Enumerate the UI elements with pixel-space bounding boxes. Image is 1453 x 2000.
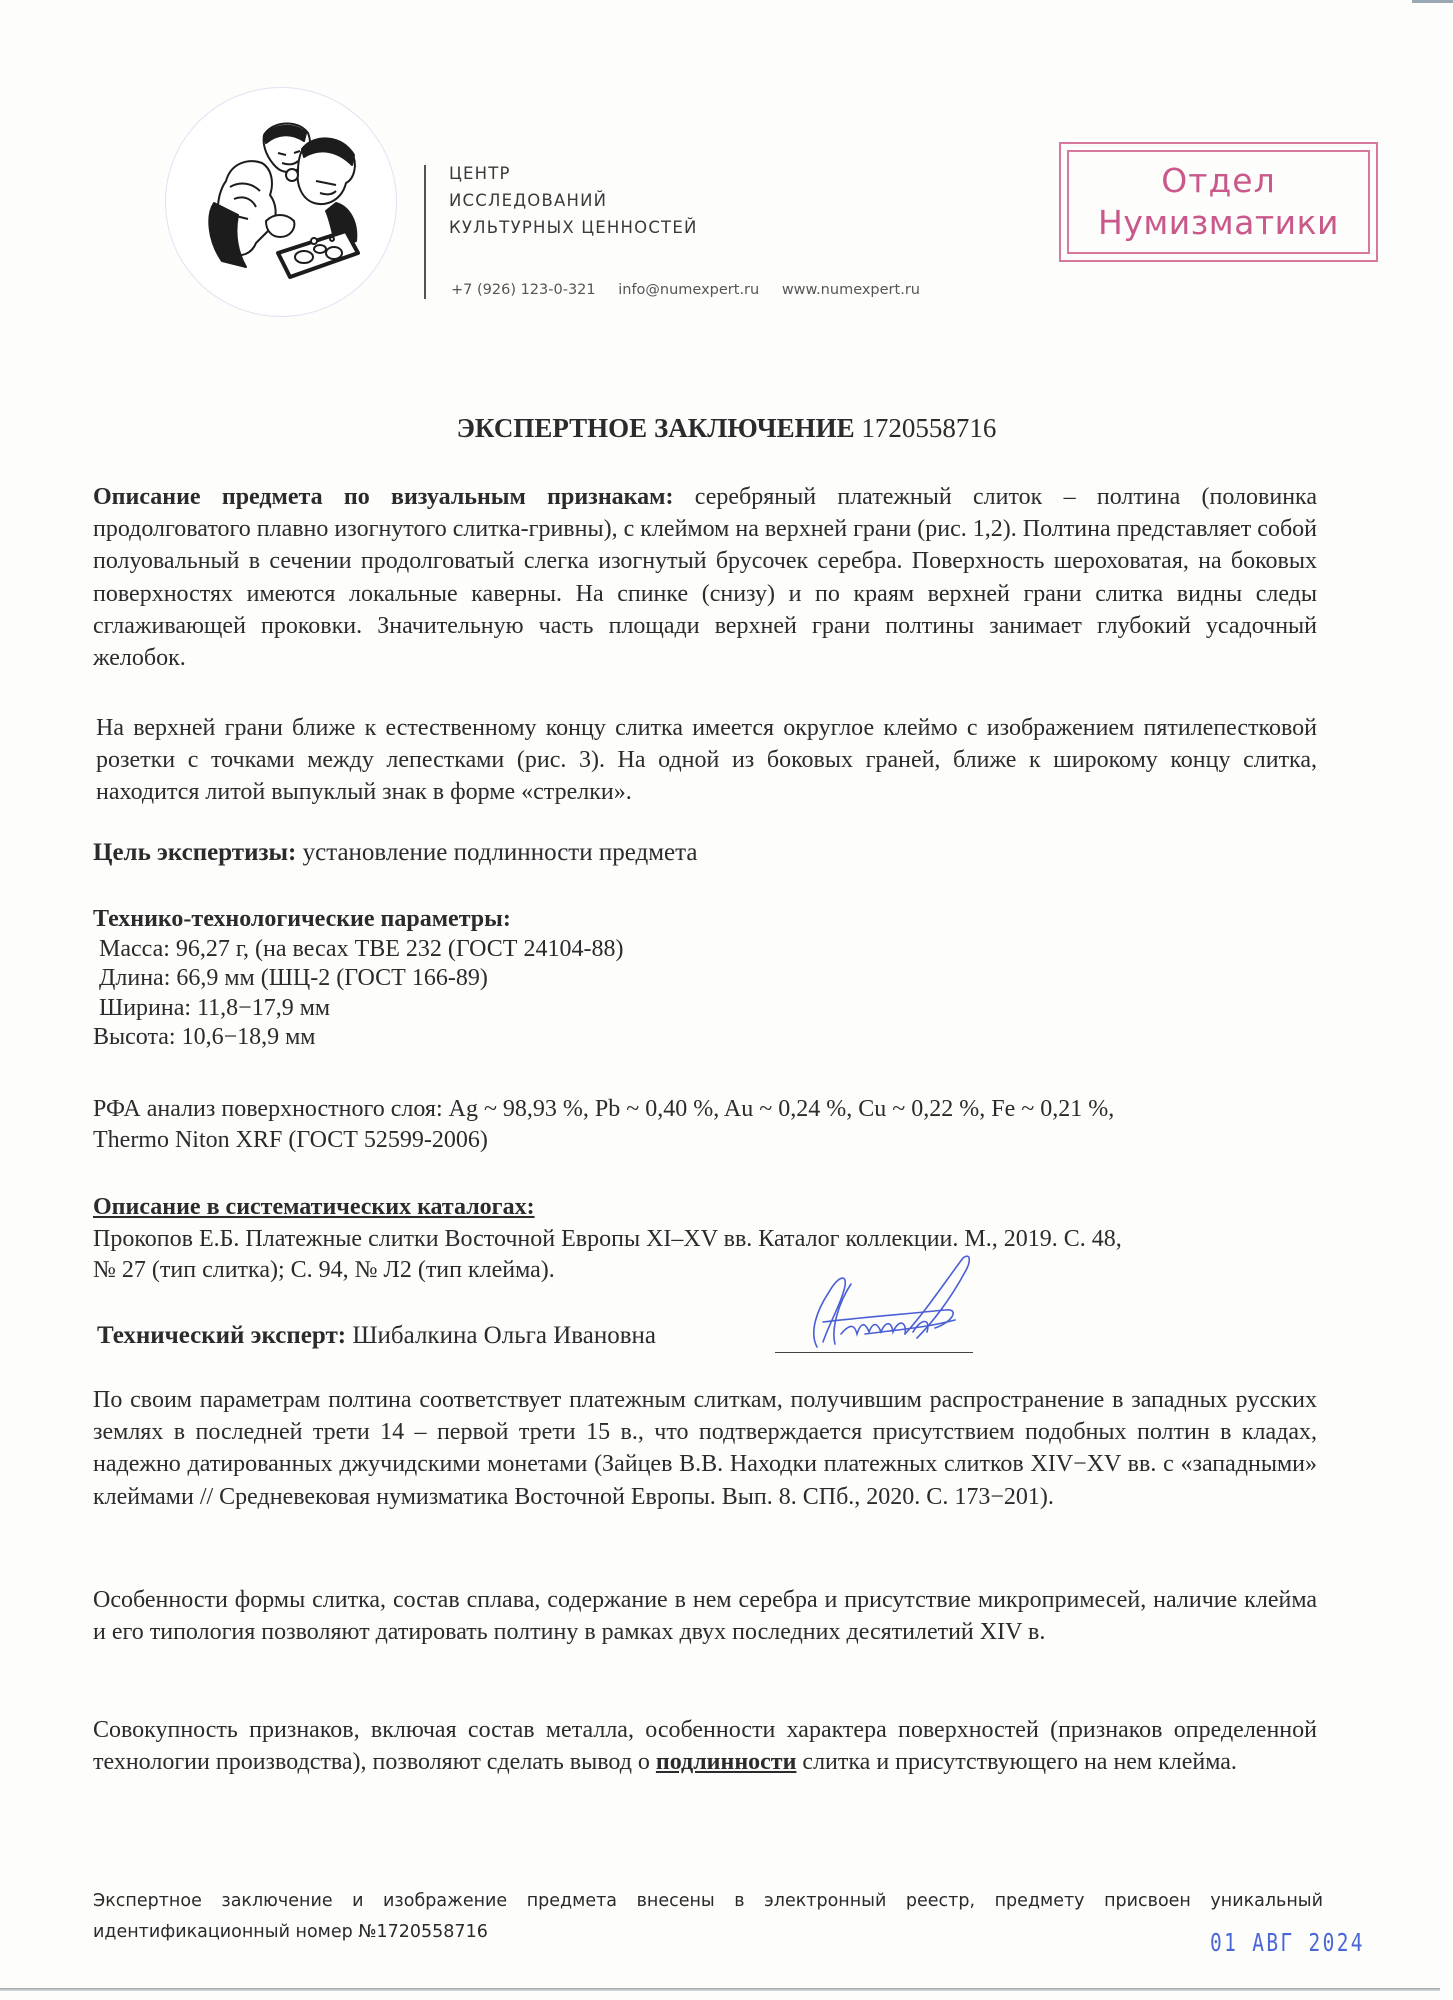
catalog-reference-line-1: Прокопов Е.Б. Платежные слитки Восточной Европы XI–XV вв. Каталог коллекции. М., 2019. С. 48, — [93, 1225, 1122, 1252]
signature — [795, 1252, 985, 1357]
date-stamp: 01 АВГ 2024 — [1210, 1928, 1365, 1957]
org-name-line: КУЛЬТУРНЫХ ЦЕННОСТЕЙ — [449, 218, 698, 237]
tech-param-width: Ширина: 11,8−17,9 мм — [93, 994, 331, 1021]
stamp-inner-frame — [1067, 150, 1370, 254]
xrf-line-2: Thermo Niton XRF (ГОСТ 52599-2006) — [93, 1127, 488, 1153]
catalog-reference-line-2: № 27 (тип слитка); С. 94, № Л2 (тип клейма). — [93, 1257, 555, 1283]
tech-param-length: Длина: 66,9 мм (ШЦ-2 (ГОСТ 166-89) — [93, 965, 488, 991]
document-title — [0, 413, 1453, 444]
description-text: серебряный платежный слиток – полтина (половинка продолговатого плавно изогнутого слитка-гривны), с клеймом на верхней грани (рис. 1,2). Полтина представляет собой полуовальный в сечении продолговатый слегка изогнутый брусочек серебра. Поверхность шероховатая, на боковых поверхностях имеются локальные каверны. На спинке (снизу) и по краям верхней грани слитка видны следы сглаживающей проковки. Значительную часть площади верхней грани полтины занимает глубокий усадочный желобок. — [93, 484, 1317, 672]
website-address: www.numexpert.ru — [781, 282, 920, 298]
description-paragraph — [93, 481, 1317, 674]
goal-line — [93, 838, 697, 868]
analysis-paragraph-2: Особенности формы слитка, состав сплава, содержание в нем серебра и присутствие микропримесей, наличие клейма и его типология позволяют датировать полтину в рамках двух последних десятилетий XIV в. — [93, 1587, 1317, 1646]
conclusion-emphasis: подлинности — [655, 1749, 797, 1776]
conclusion-text-before: Совокупность признаков, включая состав металла, особенности характера поверхностей (признаков определенной технологии производства), позволяют сделать вывод о — [93, 1717, 1317, 1776]
description-paragraph-2: На верхней грани ближе к естественному концу слитка имеется округлое клеймо с изображением пятилепестковой розетки с точками между лепестками (рис. 3). На одной из боковых граней, ближе к широкому концу слитка, находится литой выпуклый знак в форме «стрелки». — [96, 715, 1317, 806]
logo — [165, 87, 397, 317]
conclusion-text-after: слитка и присутствующего на нем клейма. — [796, 1749, 1237, 1776]
goal-label: Цель экспертизы: — [93, 839, 297, 866]
org-name-line: ЦЕНТР — [449, 164, 511, 183]
tech-params — [93, 905, 623, 1053]
scan-edge-shadow-top — [1412, 0, 1453, 3]
tech-param-mass: Масса: 96,27 г, (на весах ТВЕ 232 (ГОСТ 24104-88) — [93, 935, 624, 962]
description-label: Описание предмета по визуальным признакам: — [93, 484, 674, 510]
header-divider — [424, 165, 426, 299]
xrf-analysis — [93, 1094, 1114, 1156]
expert-label: Технический эксперт: — [97, 1322, 347, 1349]
registry-footer-note: Экспертное заключение и изображение предмета внесены в электронный реестр, предмету присвоен уникальный идентификационный номер №1720558716 — [93, 1891, 1323, 1942]
expert-name: Шибалкина Ольга Ивановна — [346, 1322, 656, 1349]
tech-param-height: Высота: 10,6−18,9 мм — [93, 1024, 316, 1050]
stamp-line-2: Нумизматики — [1098, 203, 1339, 242]
phone-number: +7 (926) 123-0-321 — [451, 282, 596, 298]
org-name-line: ИССЛЕДОВАНИЙ — [449, 191, 608, 210]
conclusion-paragraph — [93, 1714, 1317, 1778]
analysis-paragraph-1: По своим параметрам полтина соответствует платежным слиткам, получившим распространение в западных русских землях в последней трети 14 – первой трети 15 в., что подтверждается присутствием подобных полтин в кладах, надежно датированных джучидскими монетами (Зайцев В.В. Находки платежных слитков XIV−XV вв. с «западными» клеймами // Средневековая нумизматика Восточной Европы. Вып. 8. СПб., 2020. С. 173−201). — [93, 1387, 1317, 1510]
email-address: info@numexpert.ru — [618, 282, 760, 298]
title-label: ЭКСПЕРТНОЕ ЗАКЛЮЧЕНИЕ — [456, 413, 855, 443]
goal-text: установление подлинности предмета — [296, 839, 698, 866]
expert-line — [97, 1321, 656, 1351]
department-stamp — [1059, 142, 1378, 262]
catalogs-label: Описание в систематических каталогах: — [93, 1194, 535, 1220]
organization-name — [449, 160, 698, 241]
scan-edge-shadow-bottom — [0, 1988, 1440, 1991]
contacts-line — [451, 282, 938, 298]
tech-params-label: Технико-технологические параметры: — [93, 906, 511, 932]
signature-icon — [795, 1252, 985, 1352]
numismatists-logo-icon — [186, 103, 376, 293]
stamp-line-1: Отдел — [1161, 161, 1276, 200]
title-number: 1720558716 — [861, 413, 997, 443]
xrf-line-1: РФА анализ поверхностного слоя: Ag ~ 98,93 %, Pb ~ 0,40 %, Au ~ 0,24 %, Cu ~ 0,22 %, Fe ~ 0,21 %, — [93, 1096, 1115, 1122]
